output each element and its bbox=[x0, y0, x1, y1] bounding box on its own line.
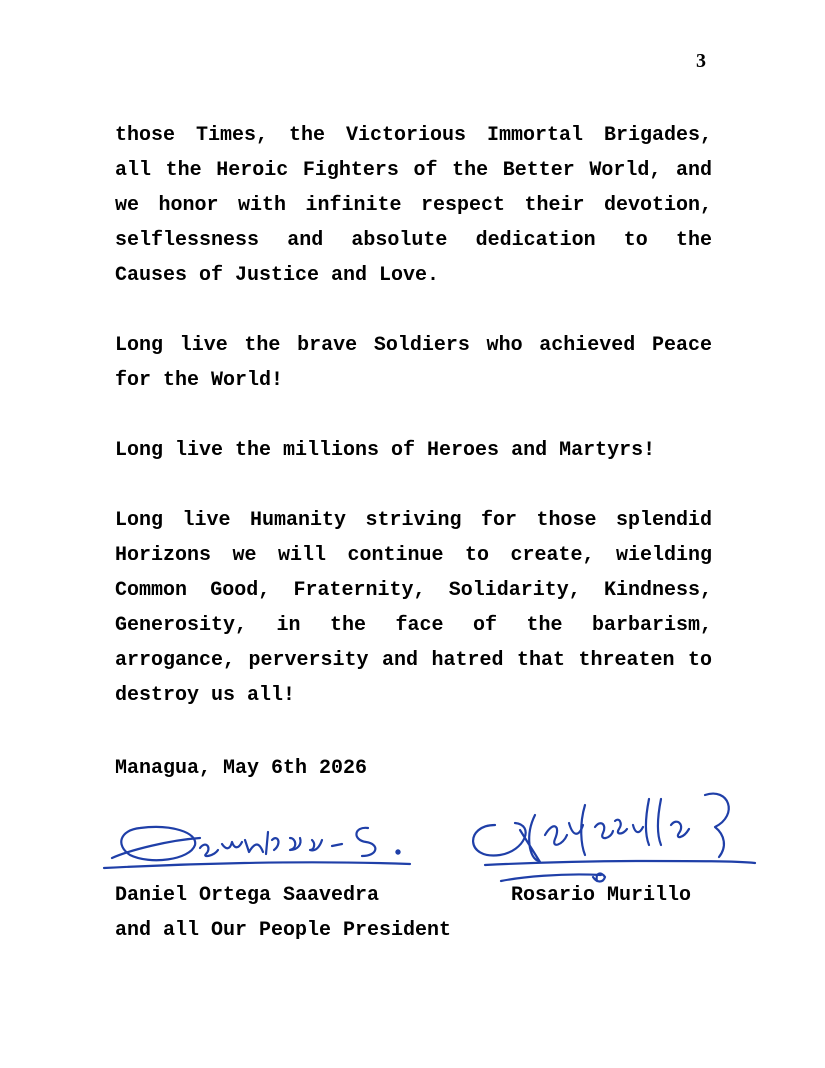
page-number: 3 bbox=[696, 50, 706, 72]
signatory-right-name: Rosario Murillo bbox=[511, 884, 692, 907]
signatory-right bbox=[511, 878, 691, 913]
paragraph-heroes: Long live the millions of Heroes and Martyrs! bbox=[115, 439, 656, 462]
paragraph-tribute: those Times, the Victorious Immortal Brigades, all the Heroic Fighters of the Better World, and we honor with infinite respect their devotion, selflessness and absolute dedication to the Causes of Justice and Love. bbox=[115, 124, 712, 287]
signatory-left bbox=[115, 878, 451, 948]
paragraph-humanity: Long live Humanity striving for those splendid Horizons we will continue to create, wielding Common Good, Fraternity, Solidarity, Kindness, Generosity, in the face of the barbarism, arrogance, perversity and hatred that threaten to destroy us all! bbox=[115, 509, 712, 707]
signatory-left-title: and all Our People President bbox=[115, 919, 452, 942]
signatory-left-name: Daniel Ortega Saavedra bbox=[115, 884, 380, 907]
dateline: Managua, May 6th 2026 bbox=[115, 757, 368, 780]
signature-left-image bbox=[100, 810, 420, 880]
paragraph-soldiers: Long live the brave Soldiers who achieved Peace for the World! bbox=[115, 334, 712, 392]
letter-body bbox=[115, 118, 712, 748]
